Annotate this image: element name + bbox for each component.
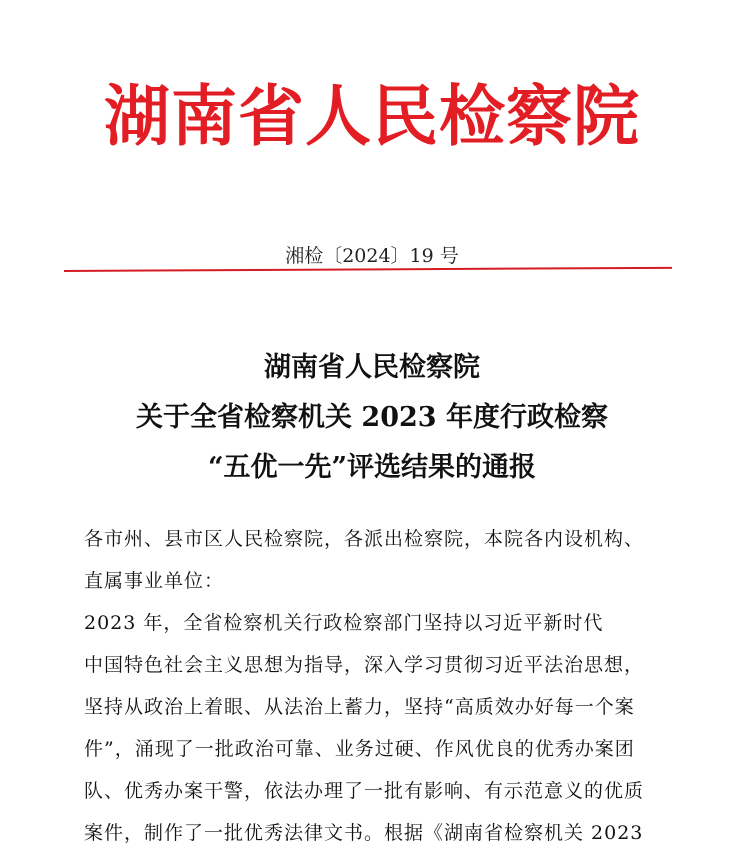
title-line-1: 湖南省人民检察院 xyxy=(264,352,480,383)
body-line: 直属事业单位： xyxy=(84,570,225,592)
body-line: 中国特色社会主义思想为指导，深入学习贯彻习近平法治思想， xyxy=(84,654,645,676)
body-line: 队、优秀办案干警，依法办理了一批有影响、有示范意义的优质 xyxy=(84,780,645,802)
title-line-2: 关于全省检察机关 2023 年度行政检察 xyxy=(136,402,608,433)
body-line: 案件，制作了一批优秀法律文书。根据《湖南省检察机关 2023 xyxy=(84,822,644,844)
document-title xyxy=(0,343,744,493)
title-line-3: “五优一先”评选结果的通报 xyxy=(207,452,537,483)
body-line: 件”，涌现了一批政治可靠、业务过硬、作风优良的优秀办案团 xyxy=(84,738,635,760)
issuer-heading: 湖南省人民检察院 xyxy=(104,77,640,155)
body-line: 各市州、县市区人民检察院，各派出检察院，本院各内设机构、 xyxy=(84,528,645,550)
body-line: 坚持从政治上着眼、从法治上蓄力，坚持“高质效办好每一个案 xyxy=(84,696,635,718)
document-number: 湘检〔2024〕19 号 xyxy=(285,245,459,267)
body-line: 2023 年，全省检察机关行政检察部门坚持以习近平新时代 xyxy=(84,612,604,634)
document-body xyxy=(84,518,668,854)
